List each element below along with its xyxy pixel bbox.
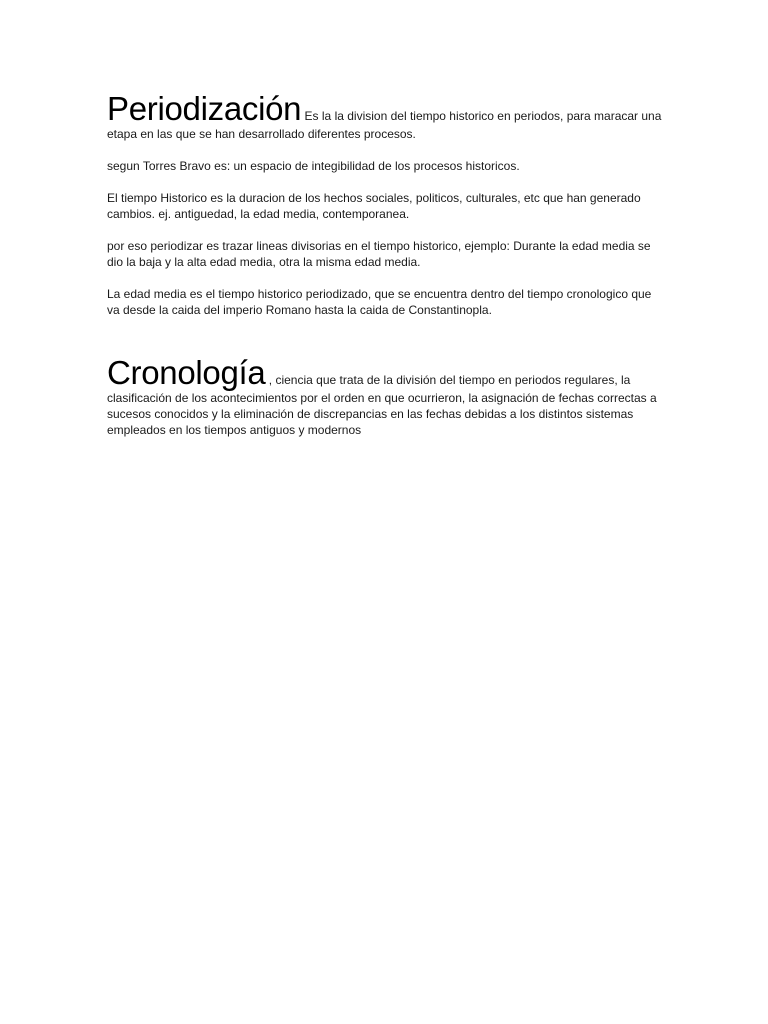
- cronologia-lead-paragraph: [107, 356, 662, 438]
- periodizacion-definition: Es la la division del tiempo historico en periodos, para maracar una etapa en las que se han desarrollado diferentes procesos.: [107, 109, 662, 141]
- tiempo-historico-paragraph: El tiempo Historico es la duracion de los hechos sociales, politicos, culturales, etc que han generado cambios. ej. antiguedad, la edad media, contemporanea.: [107, 191, 641, 221]
- edad-media-paragraph: La edad media es el tiempo historico periodizado, que se encuentra dentro del tiempo cronologico que va desde la caida del imperio Romano hasta la caida de Constantinopla.: [107, 287, 652, 317]
- cronologia-definition: , ciencia que trata de la división del tiempo en periodos regulares, la clasificación de los acontecimientos por el orden en que ocurrieron, la asignación de fechas correctas a sucesos conocidos y la eliminación de discrepancias en las fechas debidas a los distintos sistemas empleados en los tiempos antiguos y modernos: [107, 373, 657, 437]
- torres-bravo-paragraph: segun Torres Bravo es: un espacio de integibilidad de los procesos historicos.: [107, 159, 520, 173]
- periodizacion-heading: Periodización: [107, 90, 302, 127]
- periodizacion-lead-paragraph: [107, 92, 662, 142]
- periodizar-paragraph: por eso periodizar es trazar lineas divisorias en el tiempo historico, ejemplo: Durante la edad media se dio la baja y la alta edad media, otra la misma edad media.: [107, 239, 651, 269]
- cronologia-heading: Cronología: [107, 354, 266, 391]
- document-page: [107, 92, 662, 438]
